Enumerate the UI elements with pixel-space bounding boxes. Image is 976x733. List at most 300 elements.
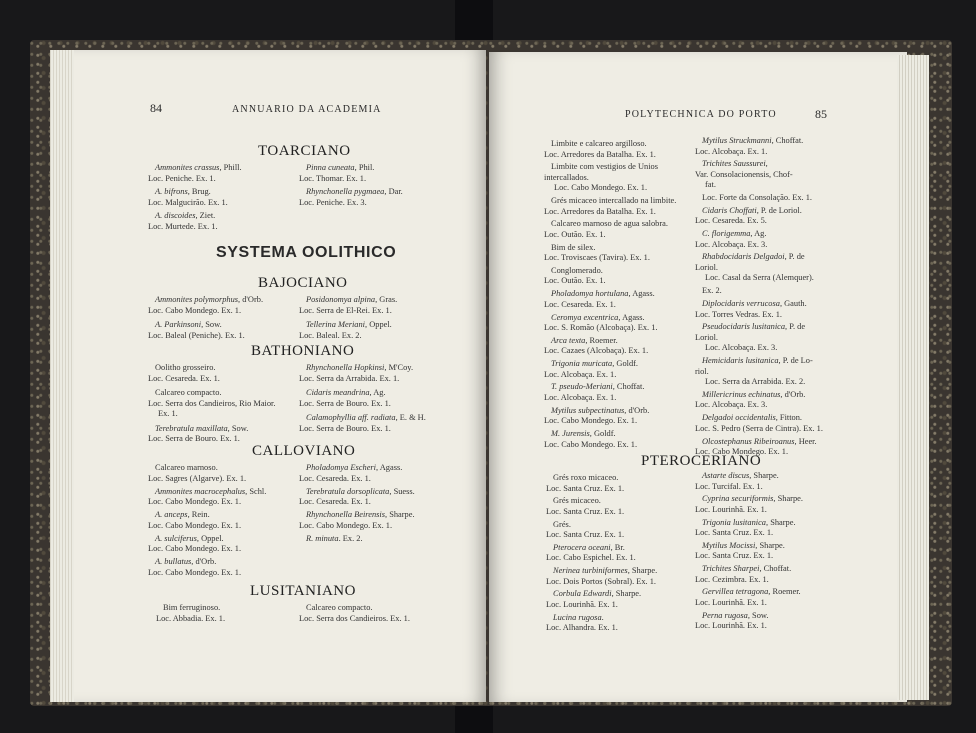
entry [544, 289, 676, 310]
entry-title [546, 520, 657, 531]
entry-locality: Loc. Serra da Arrabida. Ex. 1. [299, 373, 400, 383]
entry-locality: Loc. Torres Vedras. Ex. 1. [695, 309, 783, 319]
entry-author: , d'Orb. [191, 557, 217, 566]
species-name: Olcostephanus Ribeiroanus [702, 436, 795, 446]
entry [299, 510, 415, 531]
entry [695, 494, 803, 515]
entry-locality: riol. [695, 366, 709, 376]
entry-author: , Sharpe. [766, 517, 796, 527]
section-title-pteroceriano: PTEROCERIANO [641, 453, 762, 469]
entry [546, 543, 657, 564]
entries-lusitaniano-col2 [299, 603, 410, 627]
entry [544, 313, 676, 334]
species-name: Ammonites macrocephalus [155, 486, 246, 496]
entry [299, 320, 397, 341]
species-name: Perna rugosa [702, 610, 748, 620]
species-name: A. bullatus [155, 557, 192, 566]
entry-title [544, 139, 676, 150]
entries-top-col2 [695, 136, 823, 460]
entry-title [546, 566, 657, 577]
entry-author: , Phill. [219, 163, 242, 172]
entry-locality: Loc. Baleal (Peniche). Ex. 1. [148, 330, 245, 340]
entry-title [546, 613, 657, 624]
entry-title [546, 473, 657, 484]
section-title-bathoniano: BATHONIANO [251, 343, 355, 359]
entry-locality: Loriol. [695, 262, 719, 272]
entry-locality: Loc. Dois Portos (Sobral). Ex. 1. [546, 576, 657, 586]
entry-title [695, 193, 823, 204]
entries-toarciano-col2 [299, 163, 403, 211]
entry [544, 243, 676, 264]
entry-title [148, 510, 266, 521]
entry-title [546, 543, 657, 554]
entry-author: Grés. [553, 519, 571, 529]
entry [695, 587, 803, 608]
entry-author: , Sharpe. [611, 589, 642, 599]
entry-author: , Goldf. [589, 429, 616, 439]
entry [148, 211, 242, 232]
entry-title [148, 187, 242, 198]
entry-title [148, 424, 275, 435]
entry-author: , Choffat. [771, 136, 804, 145]
species-name: Pseudocidaris lusitanica [702, 322, 786, 332]
entry [546, 496, 657, 517]
entry-locality: Loc. Lourinhã. Ex. 1. [695, 597, 767, 607]
entry-author: , Roemer. [768, 587, 801, 597]
entry-title [148, 557, 266, 568]
entry-locality: Loc. Alcobaça. Ex. 1. [695, 146, 768, 156]
entry [299, 534, 415, 545]
entry-locality-continued: Loc. Serra da Arrabida. Ex. 2. [705, 377, 806, 387]
entry-title [695, 494, 803, 505]
entry-locality-continued: Loc. Alcobaça. Ex. 3. [705, 343, 778, 353]
entry-author: , Sow. [747, 610, 769, 620]
entry-locality: Loc. Lourinhã. Ex. 1. [546, 599, 618, 609]
entry-title [695, 564, 803, 575]
entry-author: Conglomerado. [551, 265, 603, 275]
entry [148, 487, 266, 508]
species-name: A. bifrons [155, 187, 188, 196]
entry-locality: Loc. Alcobaça. Ex. 3. [695, 239, 768, 249]
entry [544, 196, 676, 217]
right-page-number: 85 [815, 107, 827, 121]
entry [544, 162, 676, 194]
entry-title [695, 587, 803, 598]
species-name: Mytilus subpectinatus [551, 405, 625, 415]
entry-author: , M'Coy. [384, 363, 414, 372]
entry-author: , Br. [610, 542, 625, 552]
entry-title [544, 219, 676, 230]
entry-author: , Gras. [375, 295, 398, 304]
entry-author: , Agass. [376, 463, 403, 472]
entry-author: , Sharpe. [627, 566, 658, 576]
entry-locality: Loc. Santa Cruz. Ex. 1. [695, 551, 774, 561]
entry [299, 187, 403, 208]
species-name: Cidaris meandrina [306, 388, 370, 397]
entry-author: . [601, 612, 604, 622]
entry [695, 206, 823, 227]
entry-locality: Loc. Cezimbra. Ex. 1. [695, 574, 769, 584]
entry-locality: Loc. Cesareda. Ex. 1. [148, 373, 220, 383]
left-page-number: 84 [150, 101, 162, 115]
entry [299, 413, 426, 434]
species-name: Trigonia lusitanica [702, 517, 766, 527]
entry-author: , P. de [784, 252, 805, 262]
left-page [50, 50, 486, 702]
entry-locality: Loc. Baleal. Ex. 2. [299, 330, 362, 340]
entry-title [299, 534, 415, 545]
entry [695, 611, 803, 632]
species-name: A. Parkinsoni [155, 320, 202, 329]
entry-locality: Loc. Abbadia. Ex. 1. [156, 613, 226, 623]
entry-locality: Loc. Santa Cruz. Ex. 1. [546, 483, 625, 493]
species-name: Gervillea tetragona [702, 587, 769, 597]
entry-author: . Ex. 2. [338, 533, 363, 543]
entry-title [148, 320, 263, 331]
entry [299, 163, 403, 184]
species-name: Trichites Saussurei [702, 159, 766, 169]
entry-author: Calcareo marnoso de agua salobra. [551, 219, 668, 229]
entry [546, 520, 657, 541]
entry [695, 136, 823, 157]
species-name: Hemicidaris lusitanica [702, 356, 779, 366]
species-name: Nerinea turbiniformes [553, 566, 628, 576]
species-name: Delgadoi occidentalis [702, 413, 776, 423]
entry [148, 424, 275, 445]
entry-author: , Fitton. [775, 413, 803, 423]
entry [148, 163, 242, 184]
entry-title [148, 487, 266, 498]
entry-title [544, 289, 676, 300]
species-name: Trigonia muricata [551, 359, 613, 369]
entry-locality: intercallados. [544, 172, 589, 182]
section-title-calloviano: CALLOVIANO [252, 443, 356, 459]
entry-author: , Sow. [227, 423, 249, 433]
entry-author: , P. de [785, 322, 806, 332]
species-name: Pholadomya hortulana [551, 289, 629, 299]
entry [544, 382, 676, 403]
entry-locality: Loc. Peniche. Ex. 1. [148, 173, 216, 183]
entry-title [544, 243, 676, 254]
entry-locality: Loc. Cabo Mondego. Ex. 1. [299, 520, 393, 530]
entry [299, 603, 410, 624]
entry-title [695, 206, 823, 217]
entry-title [148, 211, 242, 222]
entry [544, 359, 676, 380]
entry [695, 471, 803, 492]
entry-locality: Loc. Thomar. Ex. 1. [299, 173, 367, 183]
entry-locality: Loriol. [695, 332, 719, 342]
entry-title [299, 388, 426, 399]
entry-title [299, 603, 410, 614]
right-page-edges [897, 55, 929, 700]
entry-title [148, 363, 275, 374]
entry-author: , Sow. [201, 320, 222, 329]
entry-author: , d'Orb. [238, 295, 264, 304]
entry-title [299, 413, 426, 424]
entry-title [695, 390, 823, 401]
entry-title [544, 162, 676, 173]
entry [148, 363, 275, 384]
entry [299, 388, 426, 409]
species-name: Lucina rugosa [553, 612, 602, 622]
entry-title [695, 518, 803, 529]
entry-title [695, 413, 823, 424]
entry-author: , Agass. [618, 312, 645, 322]
entry-locality: Loc. Cazaes (Alcobaça). Ex. 1. [544, 346, 649, 356]
entry-author: , Ziet. [195, 211, 216, 220]
section-title-toarciano: TOARCIANO [258, 143, 351, 159]
species-name: Ammonites crassus [155, 163, 220, 172]
entry-title [695, 541, 803, 552]
entries-calloviano-col1 [148, 463, 266, 581]
species-name: A. anceps [155, 510, 188, 519]
entry-author: , Heer. [794, 436, 817, 446]
entry-author: , Suess. [389, 486, 415, 496]
entry [544, 219, 676, 240]
entry-locality: Loc. Outão. Ex. 1. [544, 276, 606, 286]
species-name: Cidaris Choffati [702, 205, 757, 215]
entry-author: , Goldf. [612, 359, 639, 369]
entry-title [695, 322, 823, 333]
entry-title [299, 487, 415, 498]
entry-title [695, 437, 823, 448]
entry-title [695, 299, 823, 310]
entries-bathoniano-col1 [148, 363, 275, 449]
entry-title [544, 382, 676, 393]
entry-author: , Dar. [384, 187, 403, 196]
entry-title [299, 163, 403, 174]
entry-locality: Loc. Cesareda. Ex. 5. [695, 216, 767, 226]
species-name: Pholadomya Escheri [306, 463, 377, 472]
entry-locality: Loc. S. Romão (Alcobaça). Ex. 1. [544, 323, 658, 333]
entry-title [695, 471, 803, 482]
species-name: Calamophyllia aff. radiata [306, 413, 396, 422]
entry-locality: Loc. Santa Cruz. Ex. 1. [546, 530, 625, 540]
entry-locality-continued: Loc. Cabo Mondego. Ex. 1. [554, 183, 648, 193]
entries-bajociano-col2 [299, 295, 397, 345]
species-name: Mytilus Struckmanni [702, 136, 772, 145]
entry [148, 463, 266, 484]
entry-locality: Loc. Arredores da Batalha. Ex. 1. [544, 206, 656, 216]
species-name: Astarte discus [702, 471, 750, 480]
entry [695, 322, 823, 354]
entry [695, 159, 823, 191]
entry-locality: Loc. Cabo Espichel. Ex. 1. [546, 553, 636, 563]
entry-title [148, 295, 263, 306]
entry-author: Calcareo compacto. [155, 388, 222, 397]
entry-author: Grés roxo micaceo. [553, 473, 619, 482]
entry-locality: Loc. Alcobaça. Ex. 3. [695, 400, 768, 410]
species-name: Pinna cuneata [306, 163, 355, 172]
entry-title [148, 388, 275, 399]
entry-author: Bim ferruginoso. [163, 603, 221, 612]
entry-locality: Loc. Cabo Mondego. Ex. 1. [148, 567, 242, 577]
entry-title [148, 534, 266, 545]
entry-locality: Loc. Turcifal. Ex. 1. [695, 481, 763, 491]
entry-title [299, 363, 426, 374]
entry [299, 363, 426, 384]
entry-locality: Loc. Alhandra. Ex. 1. [546, 623, 618, 633]
entry-locality: Loc. Lourinhã. Ex. 1. [695, 504, 767, 514]
entry-title [544, 266, 676, 277]
entry-author: Bim de silex. [551, 242, 596, 252]
entry-title [544, 406, 676, 417]
entry-locality: Loc. Serra de El-Rei. Ex. 1. [299, 305, 392, 315]
species-name: Pterocera oceani [553, 542, 611, 552]
entry-locality: Loc. Cabo Mondego. Ex. 1. [148, 520, 242, 530]
entry-title [299, 463, 415, 474]
entry-author: , P. de Lo- [778, 356, 813, 366]
entry-author: , Gauth. [779, 299, 807, 309]
entries-bathoniano-col2 [299, 363, 426, 438]
species-name: Trichites Sharpei [702, 564, 760, 574]
entry [299, 463, 415, 484]
entry-title [148, 163, 242, 174]
entry-author: , Choffat. [612, 382, 645, 392]
entry [695, 390, 823, 411]
species-name: A. discoides [155, 211, 196, 220]
species-name: Posidonomya alpina [306, 295, 376, 304]
species-name: Rhabdocidaris Delgadoi [702, 252, 785, 262]
entries-pteroceriano-col1 [546, 473, 657, 636]
entry [148, 388, 275, 420]
entry-author: Oolitho grosseiro. [155, 363, 216, 372]
entry [695, 413, 823, 434]
section-title-bajociano: BAJOCIANO [258, 275, 348, 291]
entry-title [695, 611, 803, 622]
left-running-head: ANNUARIO DA ACADEMIA [232, 104, 382, 115]
entry-title [695, 356, 823, 367]
entry-locality-continued: Ex. 1. [158, 409, 178, 418]
entry-title [546, 496, 657, 507]
entry-locality: Loc. Arredores da Batalha. Ex. 1. [544, 149, 656, 159]
entry [695, 518, 803, 539]
entries-bajociano-col1 [148, 295, 263, 345]
entry-locality: Loc. S. Pedro (Serra de Cintra). Ex. 1. [695, 423, 823, 433]
entry-locality: Loc. Santa Cruz. Ex. 1. [695, 528, 774, 538]
species-name: Rhynchonella Hopkinsi [306, 363, 385, 372]
entry-locality: Loc. Alcobaça. Ex. 1. [544, 369, 617, 379]
entry-author: , Schl. [245, 486, 267, 496]
entry-title [299, 295, 397, 306]
entry [695, 286, 823, 297]
entry-locality: Loc. Lourinhã. Ex. 1. [695, 621, 767, 631]
entries-calloviano-col2 [299, 463, 415, 547]
entries-lusitaniano-col1 [156, 603, 225, 627]
entry-locality: Loc. Cabo Mondego. Ex. 1. [544, 416, 638, 426]
entry-locality: Loc. Malgucirão. Ex. 1. [148, 197, 228, 207]
entry-locality: Loc. Serra dos Candieiros, Rio Maior. [148, 398, 276, 408]
entries-pteroceriano-col2 [695, 471, 803, 634]
entry [695, 564, 803, 585]
entry-locality: Loc. Cabo Mondego. Ex. 1. [695, 447, 789, 457]
entry-title [544, 359, 676, 370]
entry [148, 534, 266, 555]
species-name: Ceromya excentrica [551, 312, 619, 322]
entry [544, 336, 676, 357]
species-name: C. florigemma [702, 229, 751, 239]
entry-title [544, 429, 676, 440]
entry-title [544, 196, 676, 207]
species-name: Rhynchonella Beirensis [306, 510, 385, 519]
entry-title [299, 510, 415, 521]
entry-author: , Sharpe. [749, 471, 779, 480]
entry-locality: Loc. Cabo Mondego. Ex. 1. [148, 497, 242, 506]
entry [148, 557, 266, 578]
entry [544, 139, 676, 160]
entry-title [546, 589, 657, 600]
entry [695, 541, 803, 562]
entry-locality: Loc. Serra de Bouro. Ex. 1. [299, 423, 391, 433]
entry-locality: Loc. Alcobaça. Ex. 1. [544, 392, 617, 402]
entry-author: , Phil. [354, 163, 375, 172]
entry [546, 566, 657, 587]
entry-title [544, 336, 676, 347]
entry [148, 295, 263, 316]
species-name: Diplocidaris verrucosa [702, 299, 780, 309]
entry-locality: Loc. Troviscaes (Tavira). Ex. 1. [544, 253, 650, 263]
entry-locality: Loc. Cabo Mondego. Ex. 1. [148, 544, 242, 553]
entry-locality-continued: fat. [705, 180, 716, 190]
entry-title [299, 187, 403, 198]
species-name: Terebratula maxillata [155, 423, 228, 433]
entry-title [695, 252, 823, 263]
entry-author: Limbite e calcareo argilloso. [551, 139, 647, 148]
entries-top-col1 [544, 139, 676, 452]
entry [695, 356, 823, 388]
species-name: Rhynchonella pygmaea [306, 187, 385, 196]
entry-locality: Loc. Cesareda. Ex. 1. [544, 299, 616, 309]
entry [299, 487, 415, 508]
entry-locality: Loc. Murtede. Ex. 1. [148, 221, 218, 231]
species-name: Corbula Edwardi [553, 589, 612, 599]
entry-locality: Loc. Serra de Bouro. Ex. 1. [148, 434, 240, 443]
entry-author: Ex. 2. [702, 286, 722, 296]
entry-title [695, 286, 823, 297]
entry-locality: Loc. Cabo Mondego. Ex. 1. [148, 305, 242, 315]
entry-locality: Loc. Cabo Mondego. Ex. 1. [544, 439, 638, 449]
entry-locality-continued: Loc. Casal da Serra (Alemquer). [705, 273, 814, 283]
entry [695, 299, 823, 320]
entry [544, 406, 676, 427]
right-running-head: POLYTECHNICA DO PORTO [625, 109, 777, 120]
species-name: Terebratula dorsoplicata [306, 486, 390, 496]
entry [148, 510, 266, 531]
entry-author: , Oppel. [196, 533, 224, 543]
species-name: M. Jurensis [551, 429, 590, 439]
entry-locality: Loc. Peniche. Ex. 3. [299, 197, 367, 207]
entry [695, 193, 823, 204]
species-name: Ammonites polymorphus [155, 295, 239, 304]
entry-author: Grés micaceo intercallado na limbite. [551, 196, 677, 206]
entry-author: , d'Orb. [780, 389, 806, 399]
entry-author: , Ag. [369, 388, 386, 397]
species-name: Arca texta [551, 335, 586, 345]
entry-author: Grés micaceo. [553, 496, 601, 506]
entry-locality: Loc. Serra de Bouro. Ex. 1. [299, 398, 391, 408]
species-name: A. sulciferus [155, 533, 197, 543]
entry-author: , E. & H. [395, 413, 426, 422]
entry-title [695, 136, 823, 147]
entry-author: , Ag. [750, 229, 767, 239]
entry-author: , Brug. [187, 187, 211, 196]
entry-title [156, 603, 225, 614]
species-name: T. pseudo-Meriani [551, 382, 613, 392]
entry-title [695, 229, 823, 240]
entry [299, 295, 397, 316]
left-page-edges [50, 50, 74, 702]
